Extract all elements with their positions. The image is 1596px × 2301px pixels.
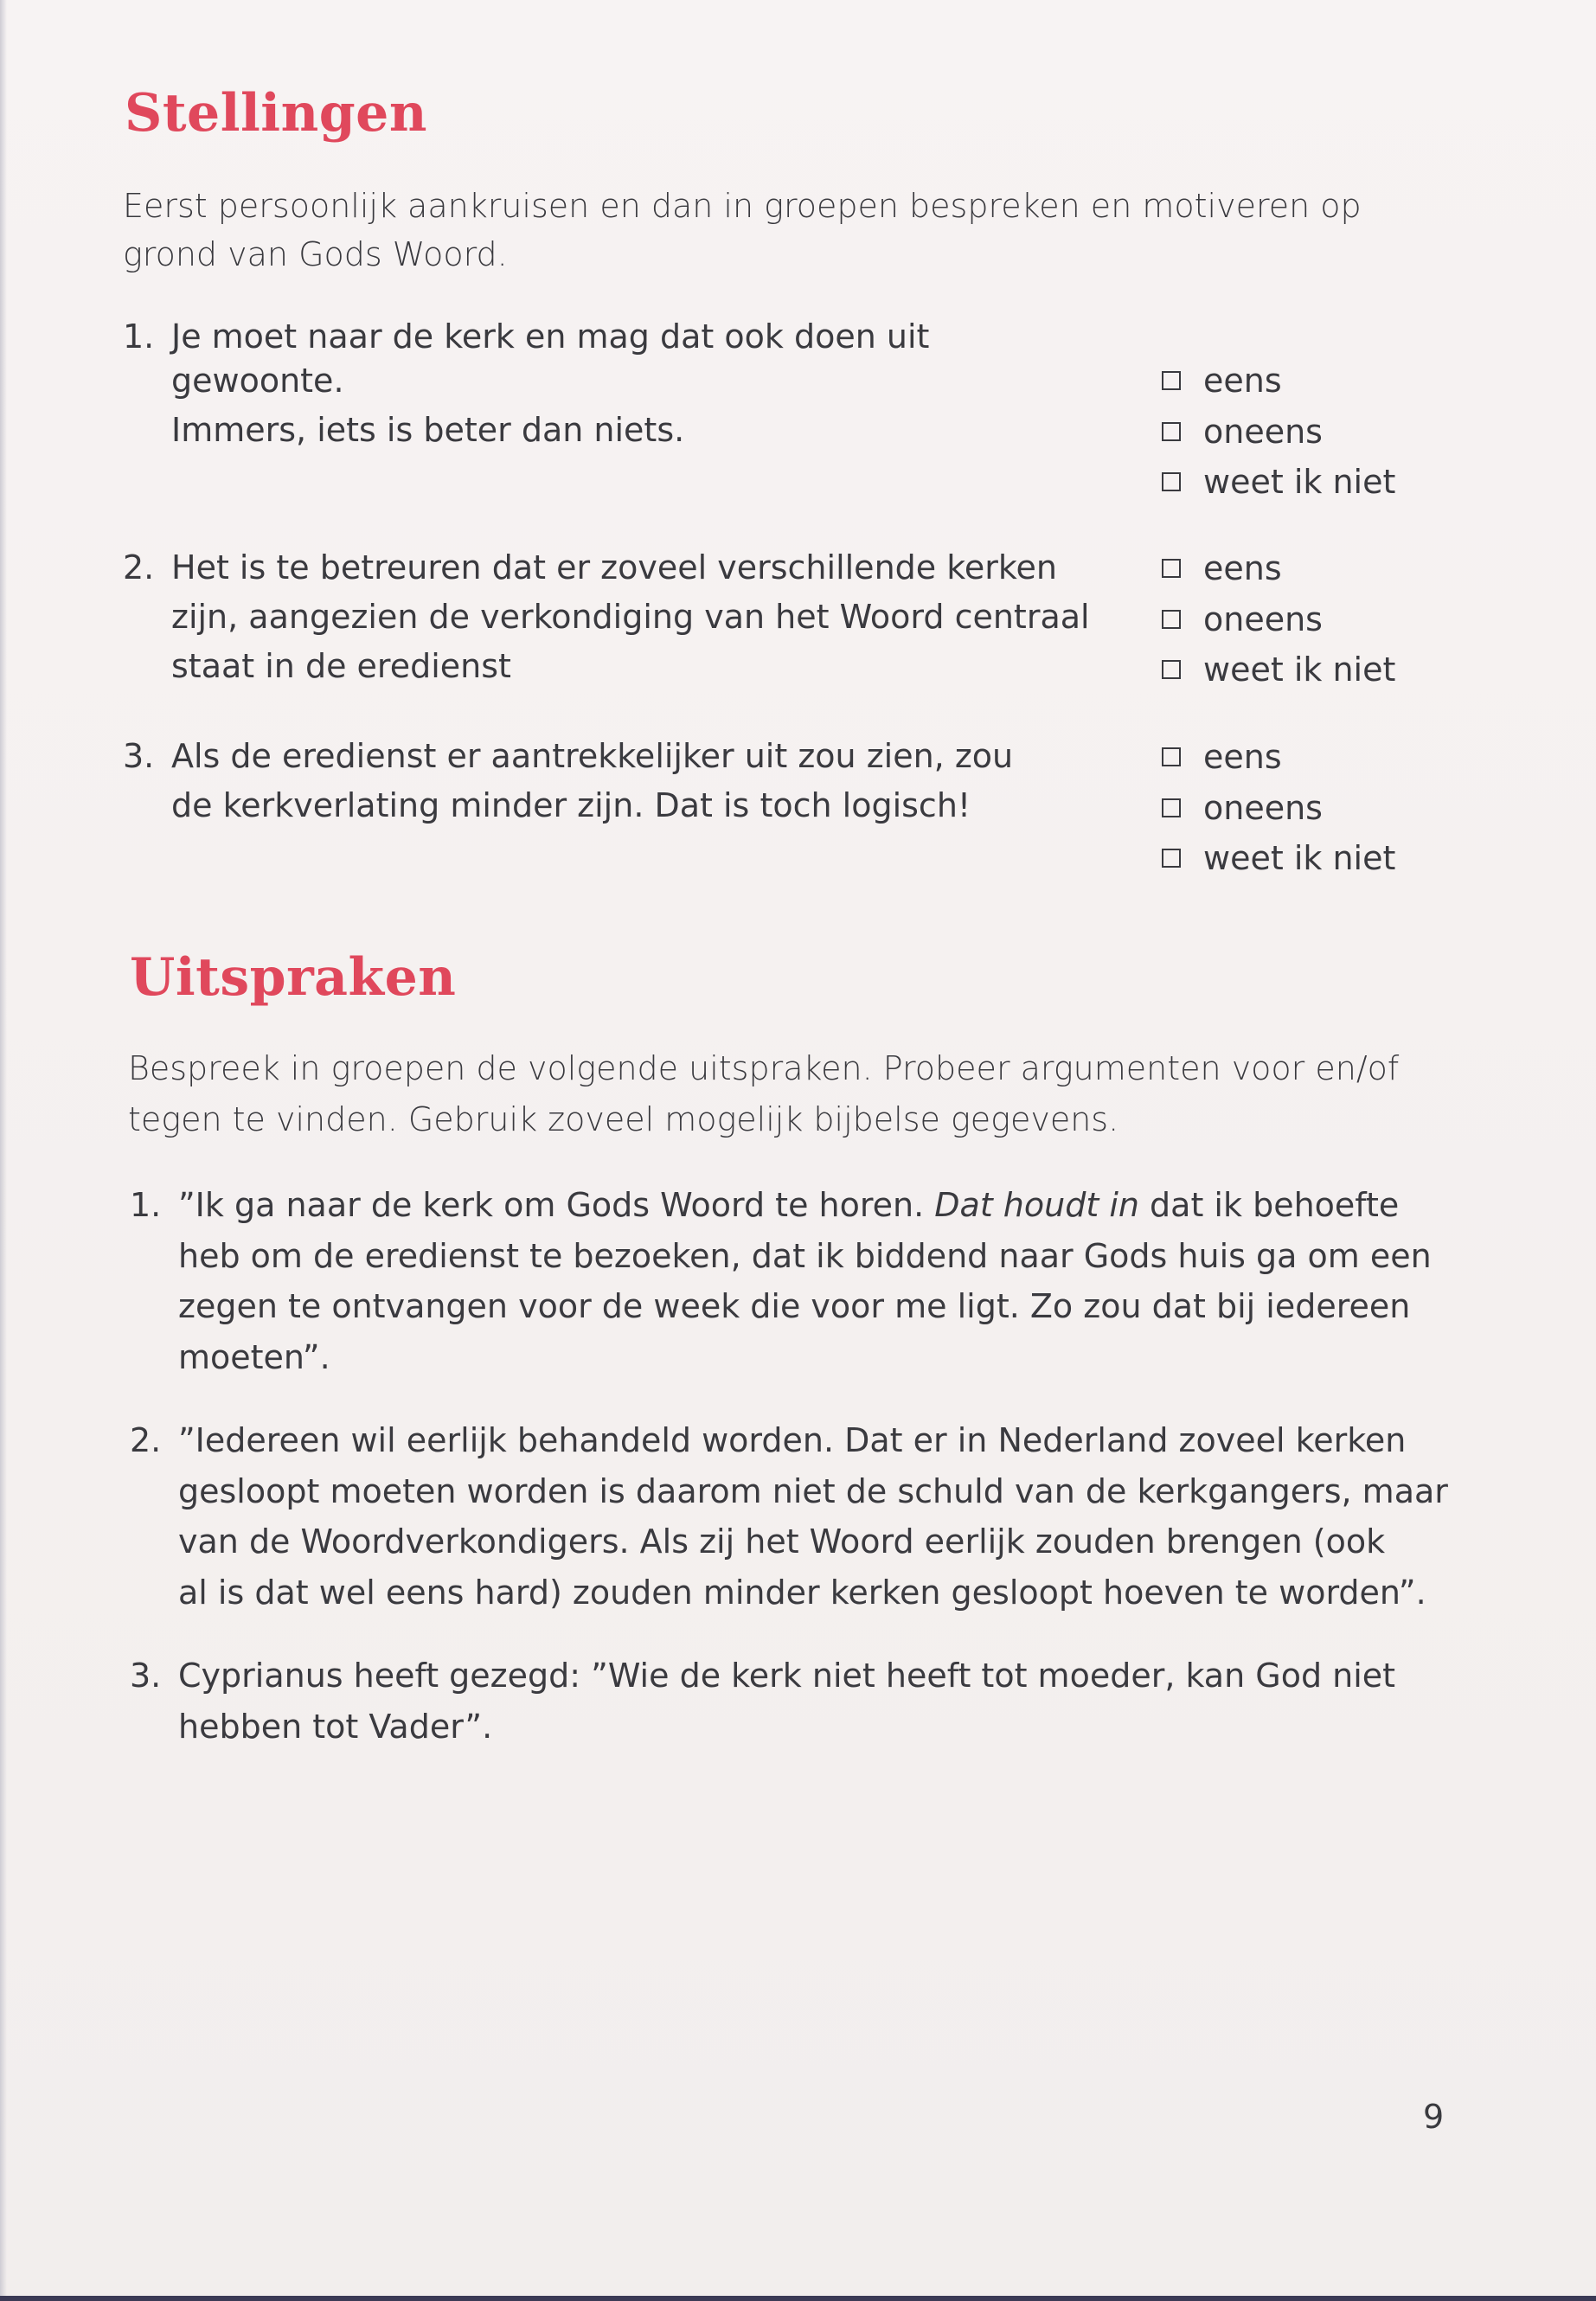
uitspraak-1: [130, 1180, 1479, 1388]
choice-label: weet ik niet: [1203, 839, 1396, 877]
stelling-2: [123, 543, 1161, 699]
stellingen-intro: [123, 182, 1362, 279]
uitspraak-number: 1.: [130, 1186, 162, 1224]
uitspraak-number: 2.: [130, 1421, 162, 1459]
text-line: Immers, iets is beter dan niets.: [171, 411, 685, 449]
choice-option[interactable]: [1162, 783, 1395, 834]
checkbox-icon[interactable]: [1162, 798, 1181, 817]
choice-label: oneens: [1203, 788, 1323, 827]
choice-option[interactable]: [1162, 457, 1395, 508]
text-line: zegen te ontvangen voor de week die voor me ligt. Zo zou dat bij iedereen: [178, 1287, 1411, 1325]
stelling-3: [123, 732, 1161, 836]
text-line: Het is te betreuren dat er zoveel verschillende kerken: [171, 548, 1057, 586]
choice-label: oneens: [1203, 599, 1323, 638]
stelling-3-choices: [1162, 732, 1395, 884]
stelling-number: 3.: [123, 737, 155, 775]
stelling-1-choices: [1162, 356, 1395, 508]
bottom-edge: [0, 2296, 1596, 2301]
choice-option[interactable]: [1162, 356, 1395, 407]
checkbox-icon[interactable]: [1162, 660, 1181, 679]
text-line: gewoonte.: [171, 362, 344, 400]
choice-label: eens: [1203, 738, 1282, 776]
choice-option[interactable]: [1162, 833, 1395, 884]
uitspraak-number: 3.: [130, 1657, 162, 1695]
uitspraak-text: [178, 1415, 1476, 1618]
emphasized-text: Dat houdt in: [934, 1186, 1139, 1224]
stelling-text: [171, 732, 1013, 830]
text-line: zijn, aangezien de verkondiging van het Woord centraal: [171, 598, 1090, 636]
intro-line: Bespreek in groepen de volgende uitspraken. Probeer argumenten voor en/of: [128, 1049, 1400, 1087]
stelling-text: [171, 312, 929, 455]
text-line: van de Woordverkondigers. Als zij het Woord eerlijk zouden brengen (ook: [178, 1522, 1386, 1561]
text-line: Je moet naar de kerk en mag dat ook doen uit: [171, 317, 930, 356]
stellingen-heading: Stellingen: [125, 83, 427, 144]
checkbox-icon[interactable]: [1162, 371, 1181, 390]
text-line: gesloopt moeten worden is daarom niet de schuld van de kerkgangers, maar: [178, 1471, 1448, 1510]
choice-label: oneens: [1203, 412, 1323, 451]
choice-option[interactable]: [1162, 543, 1395, 594]
text-line: staat in de eredienst: [171, 647, 511, 685]
stelling-number: 1.: [123, 317, 155, 356]
text-line: moeten”.: [178, 1337, 330, 1376]
text-line: heb om de eredienst te bezoeken, dat ik biddend naar Gods huis ga om een: [178, 1236, 1432, 1275]
stelling-text: [171, 543, 1090, 691]
text-line: Als de eredienst er aantrekkelijker uit zou zien, zou: [171, 737, 1014, 775]
uitspraak-text: [178, 1180, 1476, 1382]
stelling-number: 2.: [123, 548, 155, 586]
text-line: [178, 1180, 1476, 1231]
checkbox-icon[interactable]: [1162, 559, 1181, 578]
choice-option[interactable]: [1162, 407, 1395, 458]
checkbox-icon[interactable]: [1162, 747, 1181, 766]
uitspraken-intro: [128, 1043, 1399, 1145]
intro-line: tegen te vinden. Gebruik zoveel mogelijk bijbelse gegevens.: [128, 1100, 1119, 1138]
uitspraak-2: [130, 1415, 1479, 1623]
choice-label: weet ik niet: [1203, 651, 1396, 689]
text-line: hebben tot Vader”.: [178, 1707, 493, 1746]
uitspraak-text: [178, 1650, 1476, 1752]
choice-label: eens: [1203, 362, 1282, 400]
intro-line: Eerst persoonlijk aankruisen en dan in groepen bespreken en motiveren op: [123, 187, 1362, 225]
text-line: de kerkverlating minder zijn. Dat is toch logisch!: [171, 786, 971, 824]
choice-option[interactable]: [1162, 732, 1395, 783]
uitspraak-3: [130, 1650, 1479, 1754]
text-segment: dat ik behoefte: [1138, 1186, 1400, 1224]
choice-label: eens: [1203, 549, 1282, 587]
text-line: Cyprianus heeft gezegd: ”Wie de kerk niet heeft tot moeder, kan God niet: [178, 1657, 1396, 1695]
choice-option[interactable]: [1162, 594, 1395, 645]
checkbox-icon[interactable]: [1162, 472, 1181, 491]
intro-line: grond van Gods Woord.: [123, 235, 508, 273]
text-line: ”Iedereen wil eerlijk behandeld worden. Dat er in Nederland zoveel kerken: [178, 1421, 1407, 1459]
checkbox-icon[interactable]: [1162, 610, 1181, 629]
choice-label: weet ik niet: [1203, 463, 1396, 501]
stelling-2-choices: [1162, 543, 1395, 695]
checkbox-icon[interactable]: [1162, 849, 1181, 868]
choice-option[interactable]: [1162, 644, 1395, 695]
page-edge-shadow: [0, 0, 7, 2301]
page-number: 9: [1423, 2098, 1445, 2136]
text-segment: ”Ik ga naar de kerk om Gods Woord te horen.: [178, 1186, 935, 1224]
stelling-1: [123, 312, 988, 468]
text-line: al is dat wel eens hard) zouden minder kerken gesloopt hoeven te worden”.: [178, 1573, 1426, 1612]
checkbox-icon[interactable]: [1162, 422, 1181, 441]
uitspraken-heading: Uitspraken: [130, 947, 457, 1008]
